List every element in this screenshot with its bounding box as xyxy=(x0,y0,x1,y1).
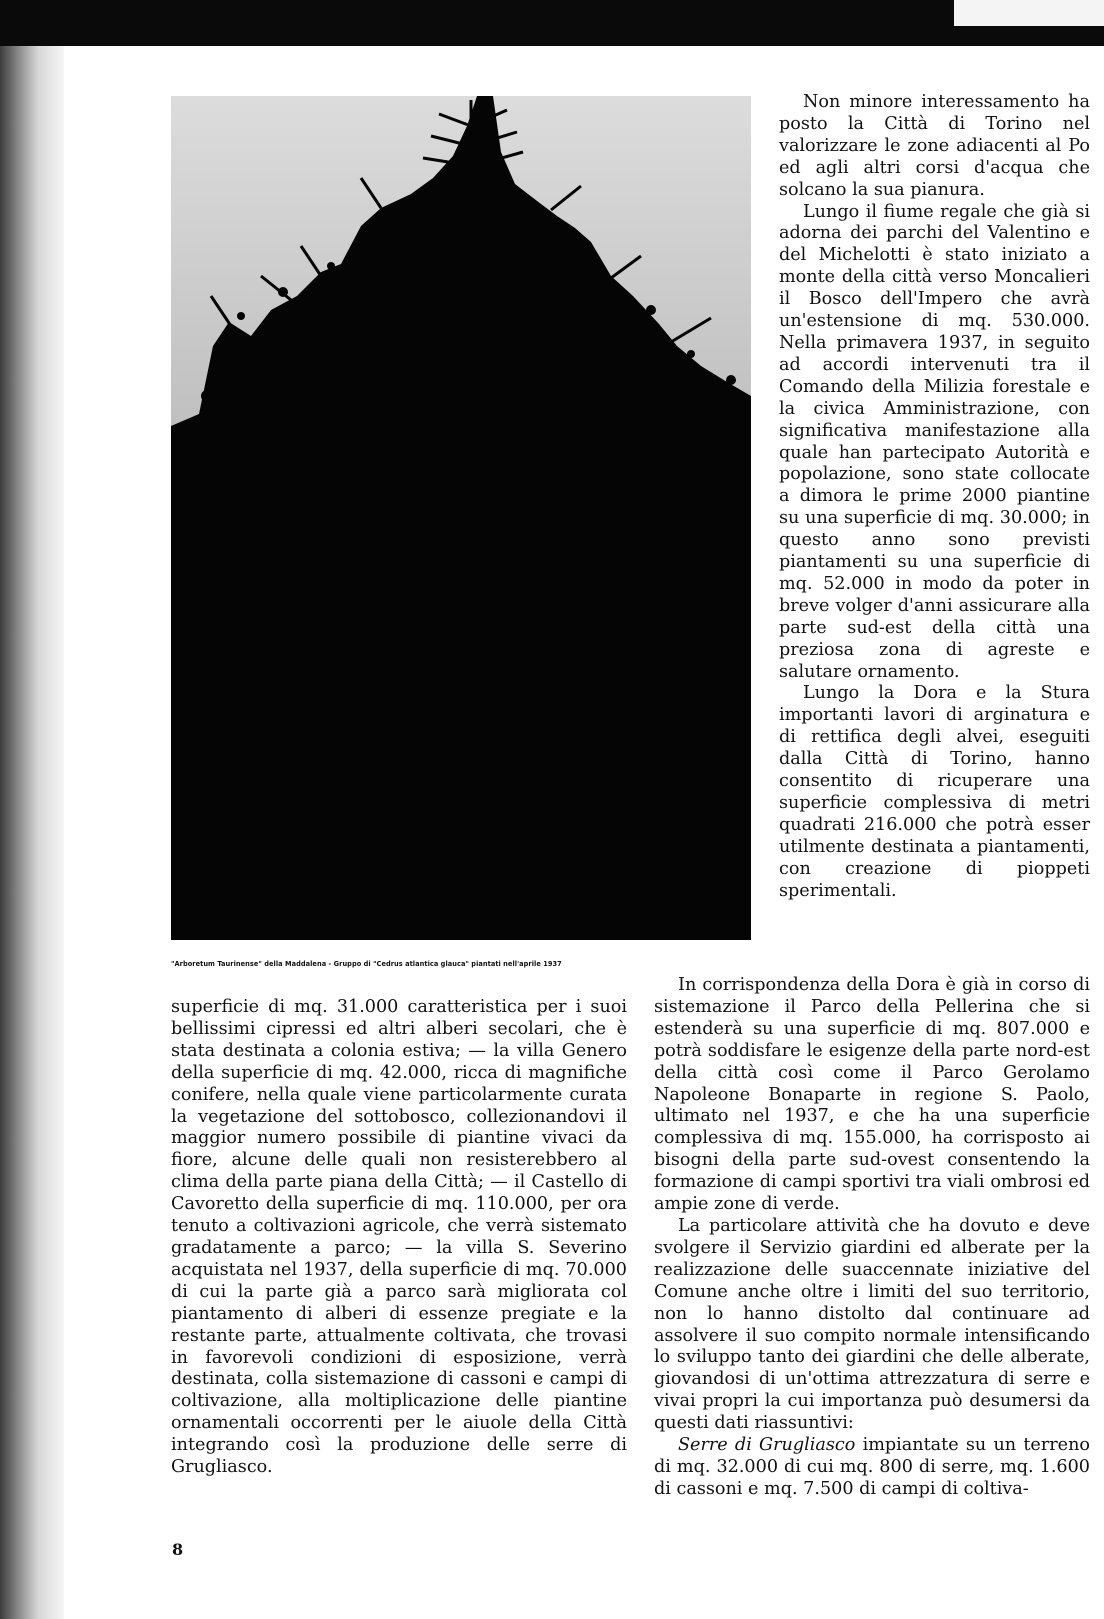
tree-silhouette-image xyxy=(171,96,751,940)
right-column-bottom-text xyxy=(654,975,1090,1501)
serre-grugliasco-heading: Serre di Grugliasco xyxy=(678,1435,856,1456)
scan-left-edge xyxy=(0,46,64,1619)
page-number: 8 xyxy=(172,1540,184,1559)
conifer-photo xyxy=(171,96,751,940)
paragraph: In corrispondenza della Dora è già in corso di sistemazione il Parco della Pellerina che si estenderà su una superficie di mq. 807.000 e potrà soddisfare le esigenze della parte nord-est della città così come il Parco Gerolamo Napoleone Bonaparte in regione S. Paolo, ultimato nel 1937, e che ha una superficie complessiva di mq. 155.000, ha corrisposto ai bisogni della parte sud-ovest consentendo la formazione di campi sportivi tra viali ombrosi ed ampie zone di verde. xyxy=(654,975,1090,1215)
paragraph: Non minore interessamento ha posto la Città di Torino nel valorizzare le zone adiacenti al Po ed agli altri corsi d'acqua che solcano la sua pianura. xyxy=(779,92,1090,200)
paragraph: Lungo il fiume regale che già si adorna dei parchi del Valentino e del Michelotti è stato iniziato a monte della città verso Moncalieri il Bosco dell'Impero che avrà un'estensione di mq. 530.000. Nella primavera 1937, in seguito ad accordi intervenuti tra il Comando della Milizia forestale e la civica Amministrazione, con significativa manifestazione alla quale han partecipato Autorità e popolazione, sono state collocate a dimora le prime 2000 piantine su una superficie di mq. 30.000; in questo anno sono previsti piantamenti su una superficie di mq. 52.000 in modo da poter in breve volger d'anni assicurare alla parte sud-est della città una preziosa zona di agreste e salutare ornamento. xyxy=(779,201,1090,682)
paragraph: La particolare attività che ha dovuto e deve svolgere il Servizio giardini ed alberate per la realizzazione delle suaccennate iniziative del Comune anche oltre i limiti del suo territorio, non lo hanno distolto dal continuare ad assolvere il suo compito normale intensificando lo sviluppo tanto dei giardini che delle alberate, giovandosi di un'ottima attrezzatura di serre e vivai propri la cui importanza può desumersi da questi dati riassuntivi: xyxy=(654,1215,1090,1434)
scan-top-border xyxy=(0,0,1104,46)
right-column-top-text xyxy=(779,92,1090,903)
serre-grugliasco-text: impiantate su un terreno di mq. 32.000 di cui mq. 800 di serre, mq. 1.600 di cassoni e mq. 7.500 di campi di coltiva- xyxy=(654,1435,1090,1499)
paragraph: Lungo la Dora e la Stura importanti lavori di arginatura e di rettifica degli alvei, eseguiti dalla Città di Torino, hanno consentito di ricuperare una superficie complessiva di metri quadrati 216.000 che potrà esser utilmente destinata a piantamenti, con creazione di pioppeti sperimentali. xyxy=(779,683,1090,901)
paragraph: superficie di mq. 31.000 caratteristica per i suoi bellissimi cipressi ed altri alberi secolari, che è stata destinata a colonia estiva; — la villa Genero della superficie di mq. 42.000, ricca di magnifiche conifere, nella quale viene particolarmente curata la vegetazione del sottobosco, collezionandovi il maggior numero possibile di piantine vivaci da fiore, alcune delle quali non resisterebbero al clima della parte piana della Città; — il Castello di Cavoretto della superficie di mq. 110.000, per ora tenuto a coltivazioni agricole, che verrà sistemato gradatamente a parco; — la villa S. Severino acquistata nel 1937, della superficie di mq. 70.000 di cui la parte già a parco sarà migliorata col piantamento di alberi di essenze pregiate e la restante parte, attualmente coltivata, che trovasi in favorevoli condizioni di esposizione, verrà destinata, colla sistemazione di cassoni e campi di coltivazione, alla moltiplicazione delle piantine ornamentali occorrenti per le aiuole della Città integrando così la produzione delle serre di Grugliasco. xyxy=(171,997,627,1478)
paragraph xyxy=(654,1435,1090,1501)
left-column-bottom-text xyxy=(171,997,627,1479)
photo-caption: "Arboretum Taurinense" della Maddalena - Gruppo di "Cedrus atlantica glauca" piantati nell'aprile 1937 xyxy=(171,960,562,968)
scan-top-notch xyxy=(954,0,1104,26)
